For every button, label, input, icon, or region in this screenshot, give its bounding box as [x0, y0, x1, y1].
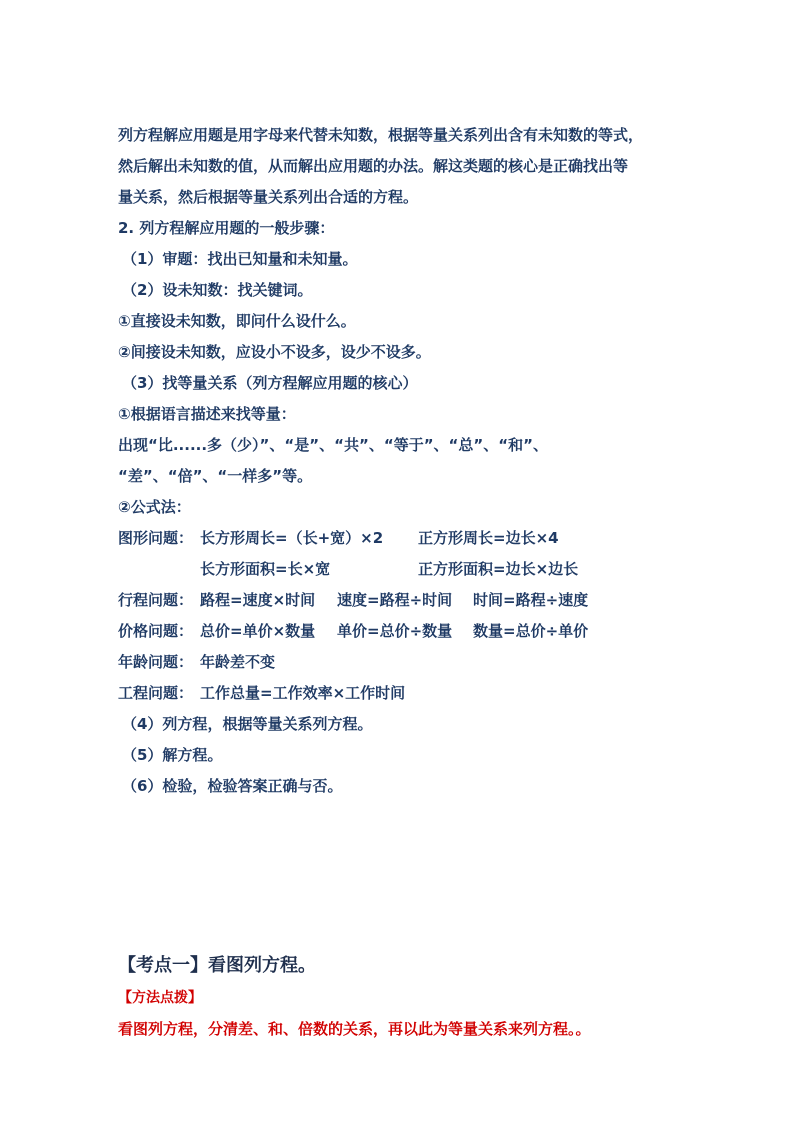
- method-label: 【方法点拨】: [118, 990, 202, 1006]
- price-formula-1: 总价=单价×数量: [200, 622, 316, 640]
- travel-formula-2: 速度=路程÷时间: [337, 591, 453, 609]
- price-label: 价格问题：: [118, 622, 194, 640]
- price-formula-2: 单价=总价÷数量: [337, 622, 453, 640]
- work-formula-1: 工作总量=工作效率×工作时间: [200, 684, 406, 702]
- age-label: 年龄问题：: [118, 653, 194, 671]
- shape-formula-4: 正方形面积=边长×边长: [418, 560, 579, 578]
- step-3a-text-1: 出现“比......多（少）”、“是”、“共”、“等于”、“总”、“和”、: [118, 436, 548, 454]
- shape-formula-2: 正方形周长=边长×4: [418, 529, 559, 547]
- step-4: （4）列方程，根据等量关系列方程。: [122, 715, 373, 733]
- shape-formula-3: 长方形面积=长×宽: [200, 560, 331, 578]
- method-text: 看图列方程，分清差、和、倍数的关系，再以此为等量关系来列方程。。: [118, 1020, 591, 1038]
- step-2a: ①直接设未知数，即问什么设什么。: [118, 312, 356, 330]
- step-5: （5）解方程。: [122, 746, 223, 764]
- step-3a-text-2: “差”、“倍”、“一样多”等。: [118, 467, 313, 485]
- kaodian-heading: 【考点一】看图列方程。: [118, 955, 316, 976]
- travel-label: 行程问题：: [118, 591, 194, 609]
- shape-label: 图形问题：: [118, 529, 194, 547]
- price-formula-3: 数量=总价÷单价: [473, 622, 589, 640]
- step-1: （1）审题：找出已知量和未知量。: [122, 250, 358, 268]
- step-6: （6）检验，检验答案正确与否。: [122, 777, 343, 795]
- step-2: （2）设未知数：找关键词。: [122, 281, 313, 299]
- intro-line-1: 列方程解应用题是用字母来代替未知数，根据等量关系列出含有未知数的等式，: [118, 126, 644, 144]
- travel-formula-1: 路程=速度×时间: [200, 591, 316, 609]
- step-3b: ②公式法：: [118, 498, 191, 516]
- travel-formula-3: 时间=路程÷速度: [473, 591, 589, 609]
- step-2b: ②间接设未知数，应设小不设多，设少不设多。: [118, 343, 431, 361]
- steps-title: 2. 列方程解应用题的一般步骤：: [118, 219, 335, 237]
- shape-formula-1: 长方形周长=（长+宽）×2: [200, 529, 384, 547]
- step-3: （3）找等量关系（列方程解应用题的核心）: [122, 374, 418, 392]
- work-label: 工程问题：: [118, 684, 194, 702]
- age-formula-1: 年龄差不变: [200, 653, 276, 671]
- intro-line-3: 量关系，然后根据等量关系列出合适的方程。: [118, 188, 419, 206]
- intro-line-2: 然后解出未知数的值，从而解出应用题的办法。解这类题的核心是正确找出等: [118, 157, 629, 175]
- step-3a: ①根据语言描述来找等量：: [118, 405, 296, 423]
